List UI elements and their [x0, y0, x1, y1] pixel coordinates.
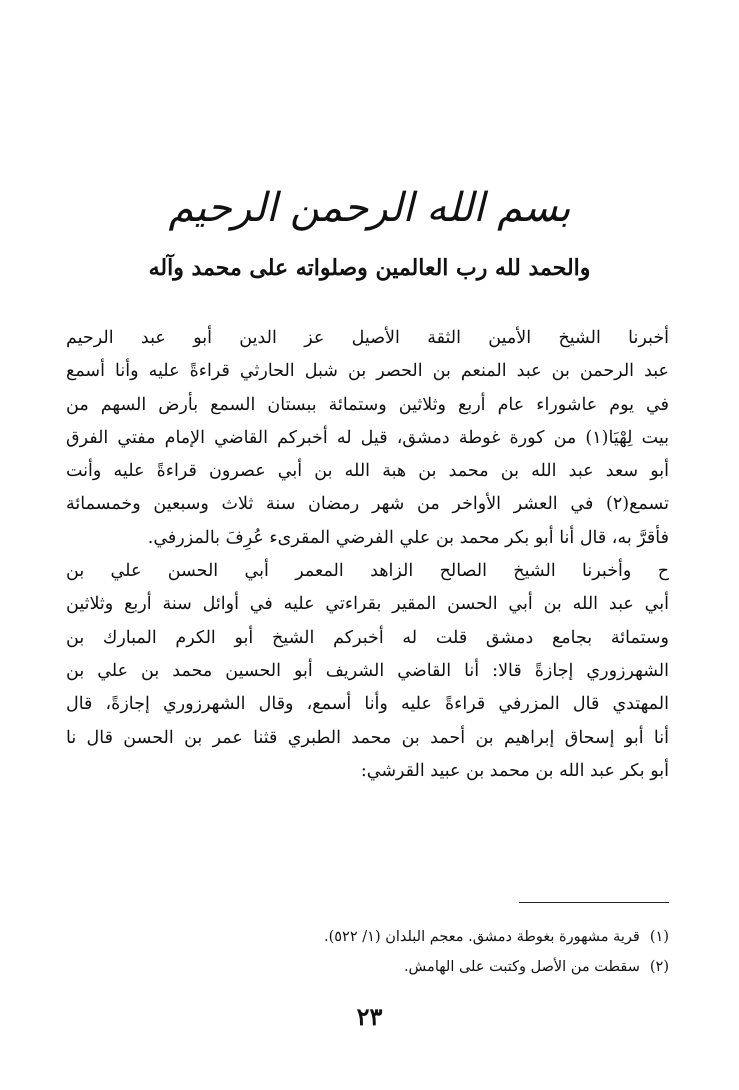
footnote-text: سقطت من الأصل وكتبت على الهامش.: [403, 959, 640, 975]
footnote: [66, 952, 669, 982]
footnote-separator: [519, 902, 669, 903]
text-line: وستمائة بجامع دمشق قلت له أخبركم الشيخ أبو الكرم المبارك بن: [66, 627, 669, 648]
main-text: [66, 322, 669, 788]
footnote-number: (٢): [649, 959, 669, 975]
basmala-heading: بسم الله الرحمن الرحيم: [168, 185, 571, 231]
text-line: بيت لِهْيَا(١) من كورة غوطة دمشق، قيل له أخبركم القاضي الإمام مفتي الفرق: [66, 427, 669, 448]
footnote-text: قرية مشهورة بغوطة دمشق. معجم البلدان (١/ ٥٢٢).: [323, 929, 640, 945]
text-line: أبو سعد عبد الله بن محمد بن هبة الله بن أبي عصرون قراءةً عليه وأنت: [66, 461, 669, 482]
footnotes: [66, 922, 669, 982]
text-line: أخبرنا الشيخ الأمين الثقة الأصيل عز الدين أبو عبد الرحيم: [66, 328, 669, 348]
text-line: أنا أبو إسحاق إبراهيم بن أحمد بن محمد الطبري قثنا عمر بن الحسن قال نا: [66, 727, 669, 748]
text-line: الشهرزوري إجازةً قالا: أنا القاضي الشريف أبو الحسين محمد بن علي بن: [66, 660, 669, 681]
hamd-line: والحمد لله رب العالمين وصلواته على محمد وآله: [148, 255, 591, 281]
text-line: المهتدي قال المزرفي قراءةً عليه وأنا أسمع، وقال الشهرزوري إجازةً، قال: [66, 694, 669, 715]
text-line: أبي عبد الله بن أبي الحسن المقير بقراءتي عليه في أوائل سنة أربع وثلاثين: [66, 594, 669, 615]
footnote-number: (١): [649, 929, 669, 945]
text-line: عبد الرحمن بن عبد المنعم بن الحصر بن شبل الحارثي قراءةً عليه وأنا أسمع: [66, 361, 669, 382]
footnote: [66, 922, 669, 952]
page-number: ٢٣: [356, 1002, 383, 1031]
text-line: أبو بكر عبد الله بن محمد بن عبيد القرشي:: [360, 760, 669, 781]
text-line: ح وأخبرنا الشيخ الصالح الزاهد المعمر أبي الحسن علي بن: [66, 561, 669, 582]
text-line: فأقرَّ به، قال أنا أبو بكر محمد بن علي الفرضي المقرىء عُرِفَ بالمزرفي.: [147, 527, 669, 548]
text-line: في يوم عاشوراء عام أربع وثلاثين وستمائة ببستان السمع بأرض السهم من: [66, 394, 669, 415]
text-line: تسمع(٢) في العشر الأواخر من شهر رمضان سنة ثلاث وسبعين وخمسمائة: [66, 494, 669, 515]
